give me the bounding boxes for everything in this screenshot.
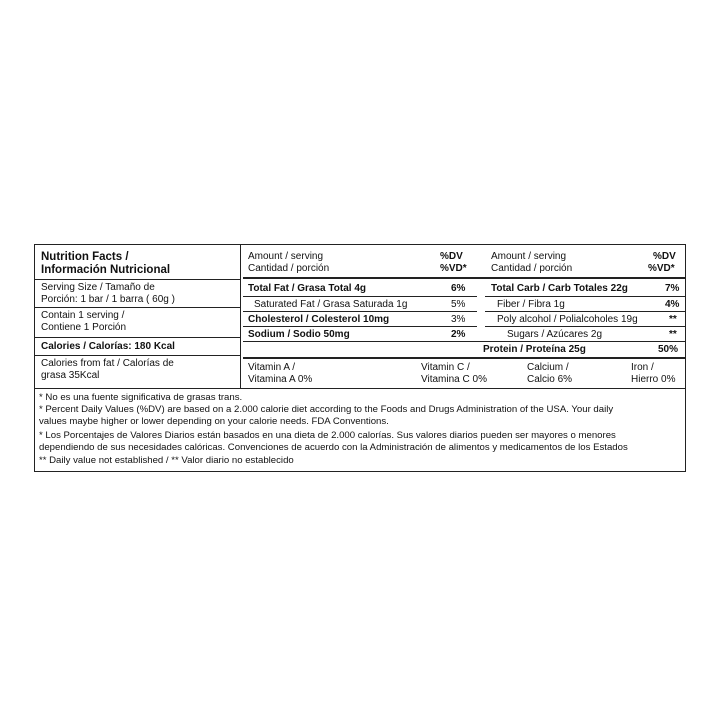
label-title: Nutrition Facts /: [41, 251, 129, 263]
servings-line1: Contain 1 serving /: [41, 310, 125, 321]
nutrition-facts-panel: [35, 245, 685, 389]
calcium-line1: Calcium /: [527, 362, 569, 373]
footnote-no-dv: ** Daily value not established / ** Valor diario no establecido: [39, 455, 294, 466]
vitamin-a-line2: Vitamina A 0%: [248, 374, 313, 385]
col2-cantidad-header: Cantidad / porción: [491, 263, 573, 274]
divider: [35, 307, 240, 308]
nutrient-sugars-pct: **: [669, 329, 677, 340]
nutrient-sugars: Sugars / Azúcares 2g: [507, 329, 603, 340]
nutrient-polyalcohol: Poly alcohol / Polialcoholes 19g: [497, 314, 638, 325]
vitamin-c-line2: Vitamina C 0%: [421, 374, 487, 385]
footnote-trans-fat: * No es una fuente significativa de grasas trans.: [39, 392, 243, 403]
nutrient-fiber: Fiber / Fibra 1g: [497, 299, 565, 310]
calories: Calories / Calorías: 180 Kcal: [41, 341, 175, 352]
vitamin-a-line1: Vitamin A /: [248, 362, 296, 373]
divider: [35, 337, 240, 338]
calcium-line2: Calcio 6%: [527, 374, 573, 385]
iron-line2: Hierro 0%: [631, 374, 676, 385]
nutrient-total-fat: Total Fat / Grasa Total 4g: [248, 283, 366, 294]
serving-info-column: [35, 245, 241, 388]
label-subtitle: Información Nutricional: [41, 264, 171, 276]
col2-amount-header: Amount / serving: [491, 251, 567, 262]
nutrient-sodium: Sodium / Sodio 50mg: [248, 329, 350, 340]
footnote-pdv-line1: * Percent Daily Values (%DV) are based on a 2.000 calorie diet according to the Foods and Drugs Administration of the USA. Your daily: [39, 404, 614, 415]
col2-dv-header: %DV: [653, 251, 676, 262]
row-divider: [243, 341, 685, 342]
serving-size-line1: Serving Size / Tamaño de: [41, 282, 155, 293]
row-divider: [243, 326, 477, 327]
row-divider: [485, 296, 685, 297]
servings-line2: Contiene 1 Porción: [41, 322, 127, 333]
nutrient-protein-pct: 50%: [658, 344, 679, 355]
col1-vd-header: %VD*: [440, 263, 467, 274]
vitamin-divider: [243, 357, 685, 359]
iron-line1: Iron /: [631, 362, 654, 373]
nutrient-sodium-pct: 2%: [451, 329, 466, 340]
nutrient-polyalcohol-pct: **: [669, 314, 677, 325]
row-divider: [243, 311, 477, 312]
serving-size-line2: Porción: 1 bar / 1 barra ( 60g ): [41, 294, 175, 305]
nutrient-protein: Protein / Proteína 25g: [483, 344, 586, 355]
row-divider: [485, 326, 685, 327]
nutrition-label: [34, 244, 686, 472]
footnote-pvd-line2: dependiendo de sus necesidades calóricas. Convenciones de acuerdo con la Administración de alimentos y medicamentos de los Estados: [39, 442, 628, 453]
vitamin-c-line1: Vitamin C /: [421, 362, 470, 373]
nutrient-total-carb: Total Carb / Carb Totales 22g: [491, 283, 628, 294]
col2-vd-header: %VD*: [648, 263, 675, 274]
col1-amount-header: Amount / serving: [248, 251, 324, 262]
nutrient-saturated-fat: Saturated Fat / Grasa Saturada 1g: [254, 299, 408, 310]
col1-dv-header: %DV: [440, 251, 463, 262]
nutrient-cholesterol: Cholesterol / Colesterol 10mg: [248, 314, 390, 325]
calories-from-fat-line1: Calories from fat / Calorías de: [41, 358, 174, 369]
row-divider: [243, 296, 477, 297]
nutrient-total-carb-pct: 7%: [665, 283, 680, 294]
col1-cantidad-header: Cantidad / porción: [248, 263, 330, 274]
nutrient-fiber-pct: 4%: [665, 299, 680, 310]
calories-from-fat-line2: grasa 35Kcal: [41, 370, 100, 381]
nutrient-saturated-fat-pct: 5%: [451, 299, 466, 310]
nutrient-total-fat-pct: 6%: [451, 283, 466, 294]
divider: [35, 279, 240, 280]
footnote-pdv-line2: values maybe higher or lower depending on your calorie needs. FDA Conventions.: [39, 416, 389, 427]
footnote-pvd-line1: * Los Porcentajes de Valores Diarios están basados en una dieta de 2.000 calorías. Sus valores diarios pueden ser mayores o menores: [39, 430, 616, 441]
header-divider: [243, 277, 685, 279]
row-divider: [485, 311, 685, 312]
divider: [35, 355, 240, 356]
nutrient-cholesterol-pct: 3%: [451, 314, 466, 325]
